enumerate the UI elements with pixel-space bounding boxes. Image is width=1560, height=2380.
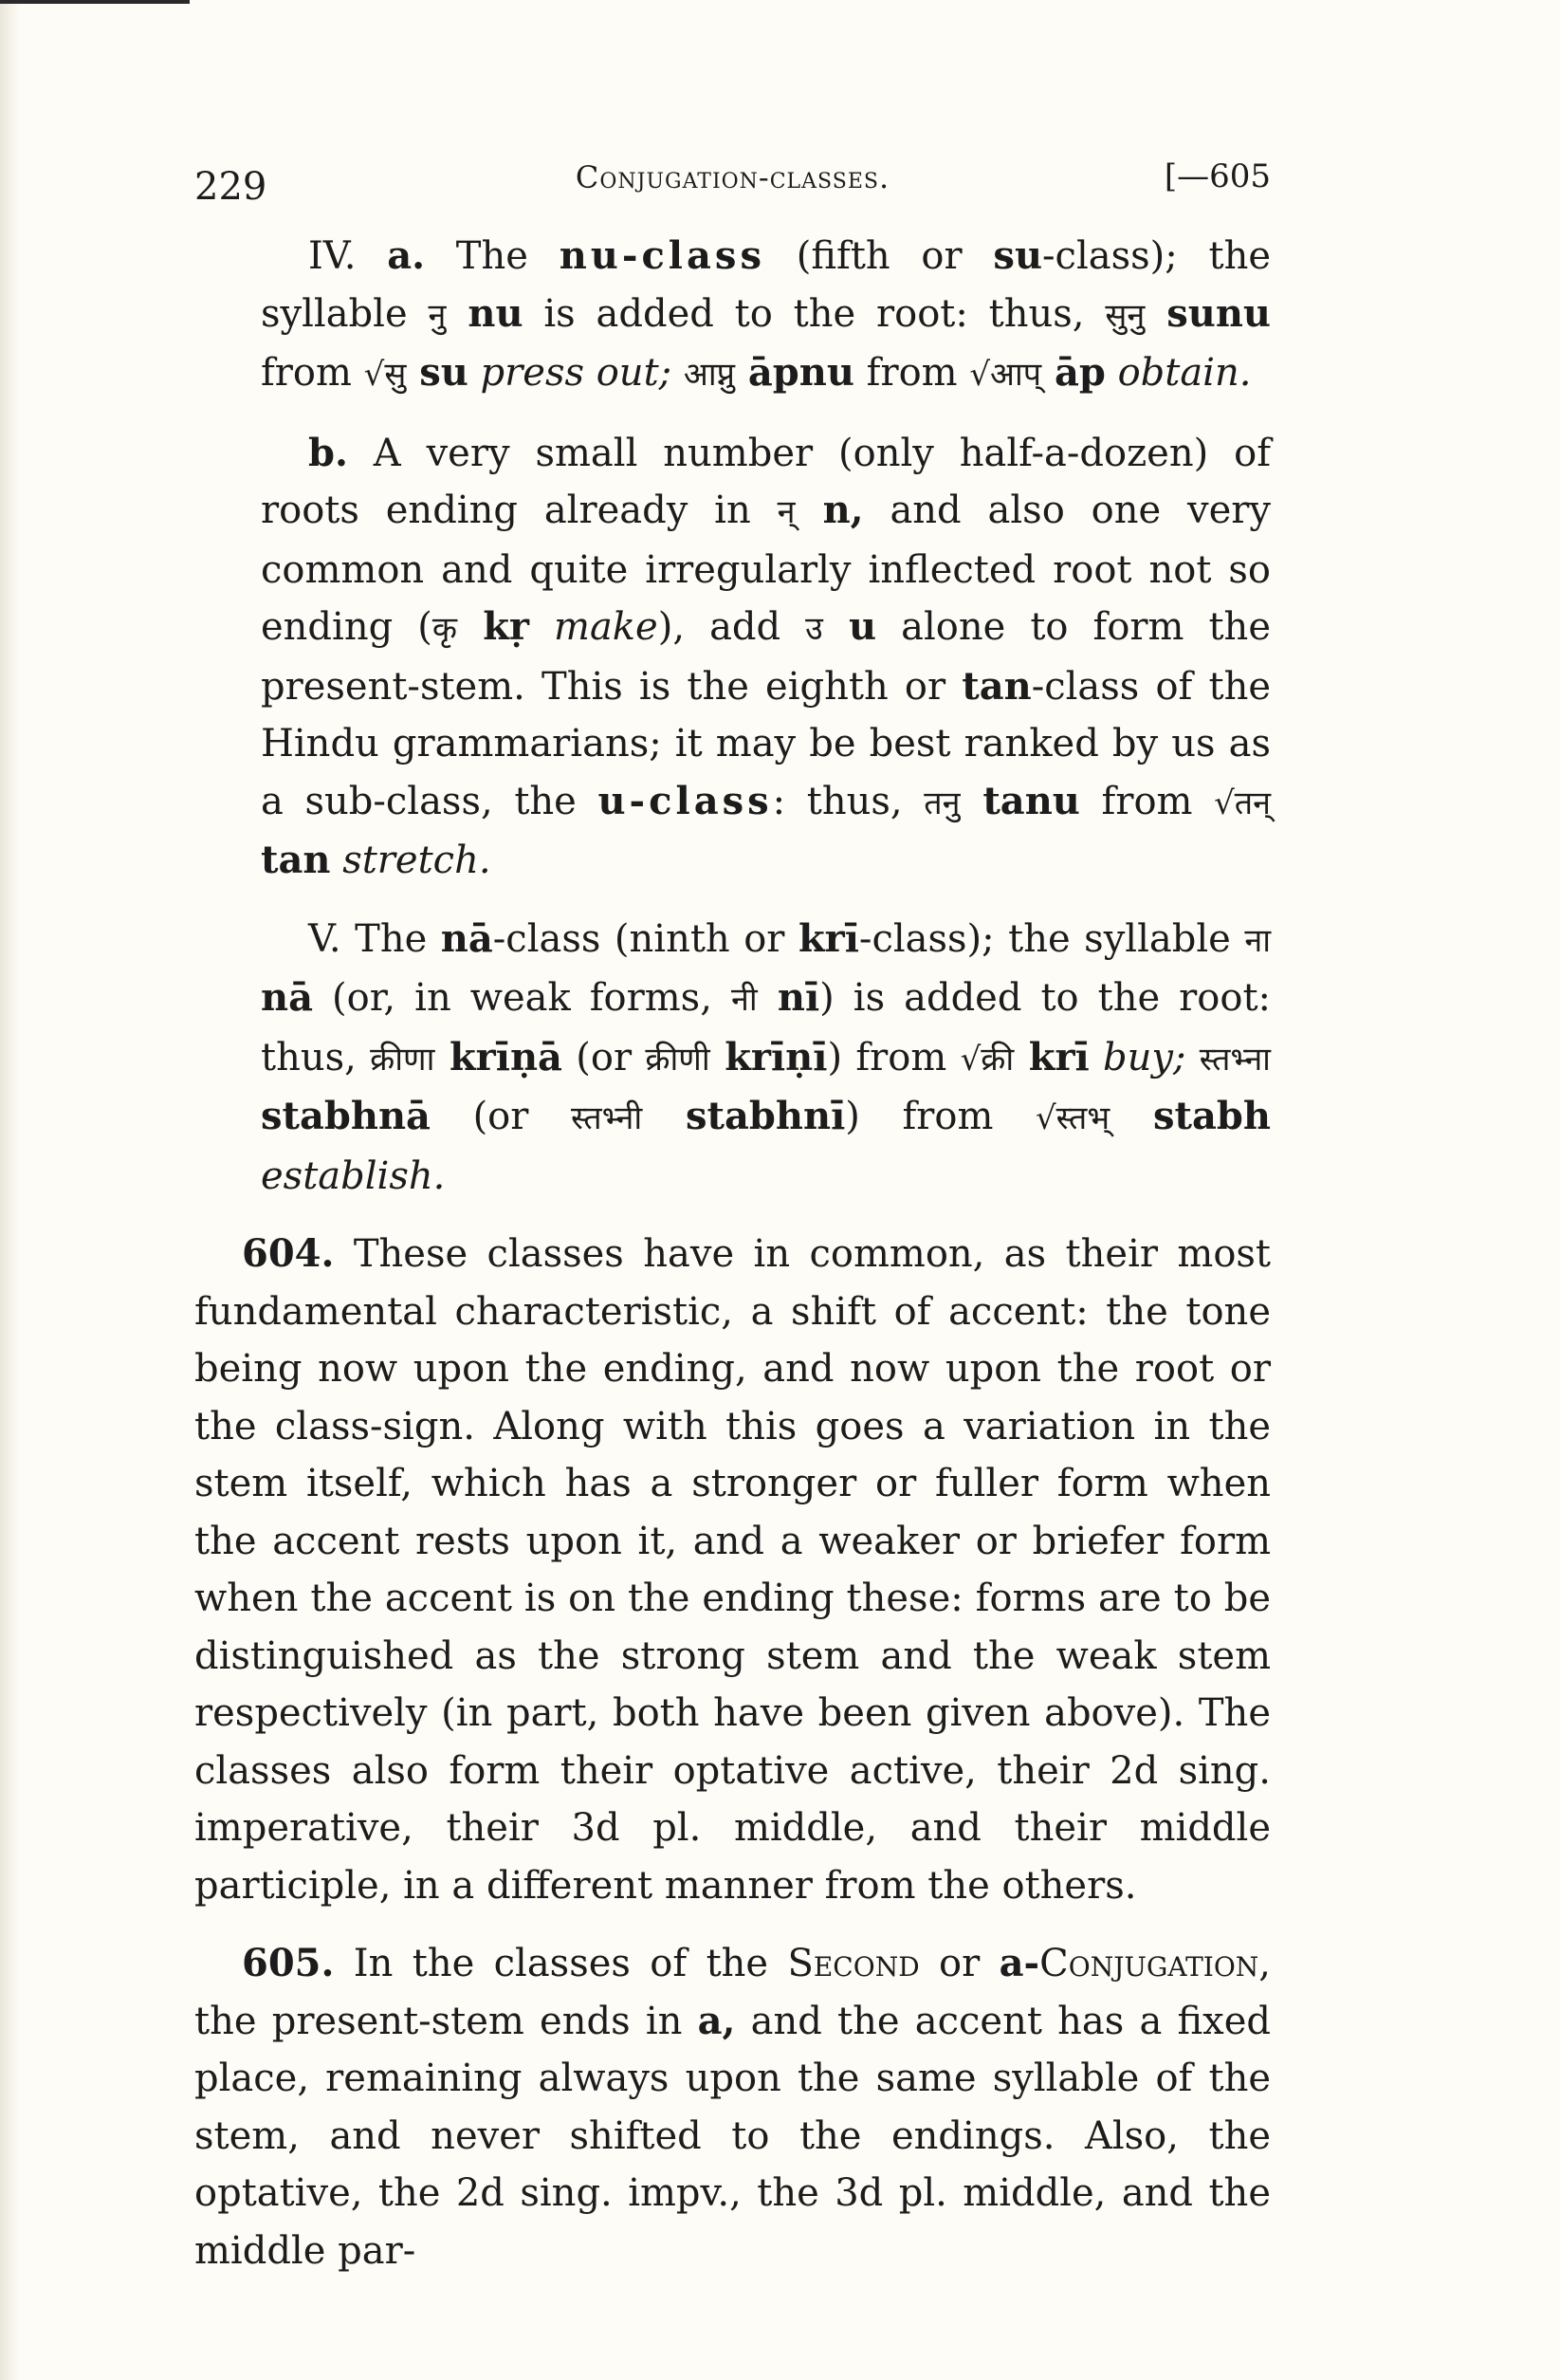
class-name: u-class (597, 778, 773, 823)
text-run: alone to form the present-stem. This is the eighth or (261, 605, 1271, 709)
translit-term: su (406, 350, 468, 395)
text-run (1185, 1036, 1199, 1079)
translit-term: krī (798, 915, 859, 961)
translit-term: āpnu (734, 350, 854, 395)
devanagari-term: क्रीणी (645, 1040, 710, 1079)
devanagari-term: न् (777, 493, 796, 531)
translit-term: nā (440, 915, 493, 961)
text-run: -class of the Hindu grammarians; it may be best ranked by us as a sub-class, the (261, 664, 1272, 823)
devanagari-term: कृ (431, 610, 457, 648)
paragraph-605 (194, 1935, 1271, 2279)
translit-term: tanu (960, 778, 1080, 823)
gloss: stretch. (330, 839, 491, 882)
devanagari-root: √तन् (1214, 784, 1271, 822)
text-run: from (1079, 779, 1215, 823)
conjugation-name: Conjugation (1039, 1942, 1259, 1985)
devanagari-term: सुनु (1105, 296, 1146, 335)
translit-term: stabhnī (642, 1094, 846, 1138)
scan-edge-shadow (0, 0, 21, 2380)
text-run: is added to the root: thus, (523, 291, 1106, 336)
text-run: and also one very common and quite irregularly inflected root not so ending ( (261, 489, 1272, 649)
devanagari-term: नी (730, 981, 758, 1019)
scan-top-mark (0, 0, 190, 4)
running-title: Conjugation-classes. (575, 159, 890, 195)
conjugation-name: Second (787, 1942, 920, 1985)
paragraph-604 (194, 1226, 1271, 1914)
translit-term: a- (999, 1941, 1040, 1985)
text-run: (fifth or (764, 234, 994, 278)
translit-term: krīṇā (434, 1034, 562, 1079)
text-run: and the accent has a fixed place, remaining always upon the same syllable of the stem, and never shifted to the endings. Also, the optative, the 2d sing. impv., the 3d pl. middle, and the middle par- (194, 1999, 1271, 2273)
text-run: (or, in weak forms, (313, 976, 731, 1020)
text-run: These classes have in common, as their most fundamental characteristic, a shift of accent: the tone being now upon the ending, and now upon the root or the class-sign. Along with this goes a variation in the stem itself, which has a stronger or fuller form when the accent rests upon it, and a weaker or briefer form when the accent is on the ending these: forms are to be distinguished as the strong stem and the weak stem respectively (in part, both have been given above). The classes also form their optative active, their 2d sing. imperative, their 3d pl. middle, and their middle participle, in a different manner from the others. (194, 1232, 1271, 1908)
section-reference: [—605 (1164, 157, 1271, 195)
text-run: -class (ninth or (492, 916, 798, 961)
devanagari-term: क्रीणा (370, 1040, 435, 1079)
paragraph-iv-b (261, 425, 1271, 890)
gloss: press out; (468, 351, 672, 395)
text-run: from (261, 351, 364, 395)
translit-term: su (993, 233, 1043, 278)
subsection-label: b. (308, 430, 348, 475)
devanagari-term: स्तभ्नी (570, 1099, 643, 1137)
text-run: : thus, (772, 779, 925, 823)
gloss: make (529, 605, 658, 649)
translit-term: n, (795, 488, 864, 532)
translit-term: kṛ (456, 604, 529, 649)
translit-term: a, (697, 1998, 736, 2043)
devanagari-root: √क्री (960, 1040, 1015, 1079)
text-run: -class); the syllable (261, 234, 1272, 336)
gloss: buy; (1089, 1035, 1186, 1079)
text-run (671, 351, 684, 395)
translit-term: tan (261, 838, 331, 882)
gloss: obtain. (1105, 351, 1252, 395)
translit-term: nī (757, 975, 820, 1020)
text-run: The (425, 234, 560, 278)
text-run: A very small number (only half-a-dozen) of roots ending already in (261, 431, 1271, 532)
section-number: 605. (242, 1941, 335, 1985)
text-run: ) from (827, 1035, 961, 1079)
paragraph-iv-a (261, 228, 1271, 404)
translit-term: nā (261, 975, 313, 1020)
translit-term: nu (446, 290, 523, 336)
gloss: establish. (261, 1153, 446, 1198)
text-run: V. The (308, 916, 441, 961)
devanagari-term: तनु (924, 784, 961, 822)
translit-term: krīṇī (709, 1034, 828, 1079)
devanagari-term: नु (428, 296, 447, 335)
translit-term: āp (1041, 350, 1106, 395)
class-name: nu-class (559, 233, 765, 278)
text-run: (or (430, 1095, 571, 1138)
text-run: (or (561, 1035, 646, 1079)
text-run: ) from (845, 1095, 1037, 1138)
page-header (194, 142, 1271, 218)
devanagari-root: √स्तभ् (1036, 1099, 1110, 1137)
text-run: from (853, 351, 970, 395)
page-body (194, 228, 1271, 2279)
devanagari-term: उ (805, 610, 823, 648)
page-number: 229 (194, 165, 267, 209)
text-run: , the present-stem ends in (194, 1942, 1271, 2043)
text-run: ), add (657, 605, 806, 649)
translit-term: tan (962, 663, 1032, 709)
text-run: or (919, 1942, 1000, 1985)
book-page (194, 142, 1271, 2279)
text-run: In the classes of the (334, 1942, 788, 1985)
text-run: IV. (308, 234, 388, 278)
translit-term: u (822, 604, 877, 649)
translit-term: stabh (1110, 1094, 1271, 1138)
paragraph-v (261, 911, 1271, 1206)
devanagari-root: √आप् (969, 356, 1042, 394)
section-number: 604. (242, 1231, 335, 1276)
devanagari-term: आप्नु (683, 356, 735, 394)
translit-term: sunu (1145, 290, 1272, 336)
translit-term: krī (1014, 1034, 1090, 1079)
text-run: -class); the syllable (858, 916, 1245, 961)
devanagari-term: स्तभ्ना (1199, 1040, 1271, 1079)
devanagari-term: ना (1244, 921, 1272, 960)
translit-term: stabhnā (261, 1094, 431, 1138)
devanagari-root: √सु (363, 356, 407, 394)
subsection-label: a. (387, 233, 426, 278)
text-run: ) is added to the root: thus, (261, 976, 1272, 1079)
